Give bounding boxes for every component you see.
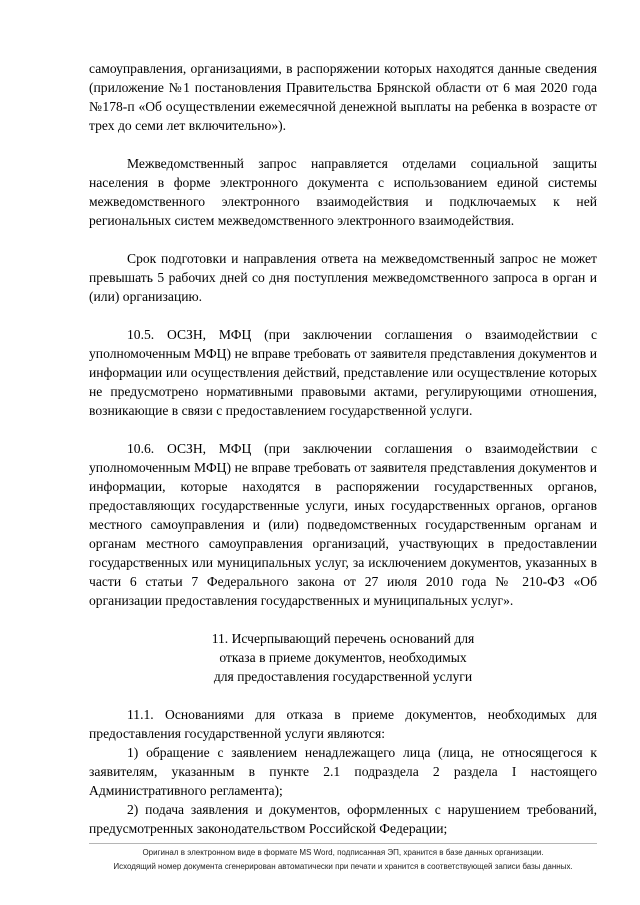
footer-line-outgoing-number: Исходящий номер документа сгенерирован автоматически при печати и хранится в соответствующей записи базы данных. [113, 862, 573, 871]
heading-line: отказа в приеме документов, необходимых [219, 650, 467, 665]
document-body [89, 59, 597, 838]
list-item-1: 1) обращение с заявлением ненадлежащего лица (лица, не относящегося к заявителям, указанным в пункте 2.1 подраздела 2 раздела I настоящего Административного регламента); [89, 745, 597, 798]
paragraph-interdepartmental-request: Межведомственный запрос направляется отделами социальной защиты населения в форме электронного документа с использованием единой системы межведомственного электронного взаимодействия и подключаемых к ней региональных систем межведомственного электронного взаимодействия. [89, 156, 597, 228]
paragraph-10-6: 10.6. ОСЗН, МФЦ (при заключении соглашения о взаимодействии с уполномоченным МФЦ) не вправе требовать от заявителя представления документов и информации, которые находятся в распоряжении государственных органов, предоставляющих государственные услуги, иных государственных органов, органов местного самоуправления и (или) подведомственных государственным органам и органам местного самоуправления организаций, участвующих в предоставлении государственных или муниципальных услуг, за исключением документов, указанных в части 6 статьи 7 Федерального закона от 27 июля 2010 года № 210-ФЗ «Об организации предоставления государственных и муниципальных услуг». [89, 441, 597, 608]
paragraph-11-1: 11.1. Основаниями для отказа в приеме документов, необходимых для предоставления государственной услуги являются: [89, 707, 597, 741]
paragraph-response-deadline: Срок подготовки и направления ответа на межведомственный запрос не может превышать 5 рабочих дней со дня поступления межведомственного запроса в орган и (или) организацию. [89, 251, 597, 304]
footer-line-original: Оригинал в электронном виде в формате MS Word, подписанная ЭП, хранится в базе данных организации. [142, 848, 544, 857]
list-item-2: 2) подача заявления и документов, оформленных с нарушением требований, предусмотренных законодательством Российской Федерации; [89, 802, 597, 836]
heading-line: для предоставления государственной услуги [213, 669, 473, 684]
paragraph-10-5: 10.5. ОСЗН, МФЦ (при заключении соглашения о взаимодействии с уполномоченным МФЦ) не вправе требовать от заявителя представления документов и информации или осуществления действий, представление или осуществление которых не предусмотрено нормативными правовыми актами, регулирующими отношения, возникающие в связи с предоставлением государственной услуги. [89, 327, 597, 418]
paragraph-continuation: самоуправления, организациями, в распоряжении которых находятся данные сведения (приложение №1 постановления Правительства Брянской области от 6 мая 2020 года №178-п «Об осуществлении ежемесячной денежной выплаты на ребенка в возрасте от трех до семи лет включительно»). [89, 61, 597, 133]
heading-line: 11. Исчерпывающий перечень оснований для [211, 631, 475, 646]
page-footer [89, 843, 597, 874]
section-heading-11 [89, 629, 597, 686]
